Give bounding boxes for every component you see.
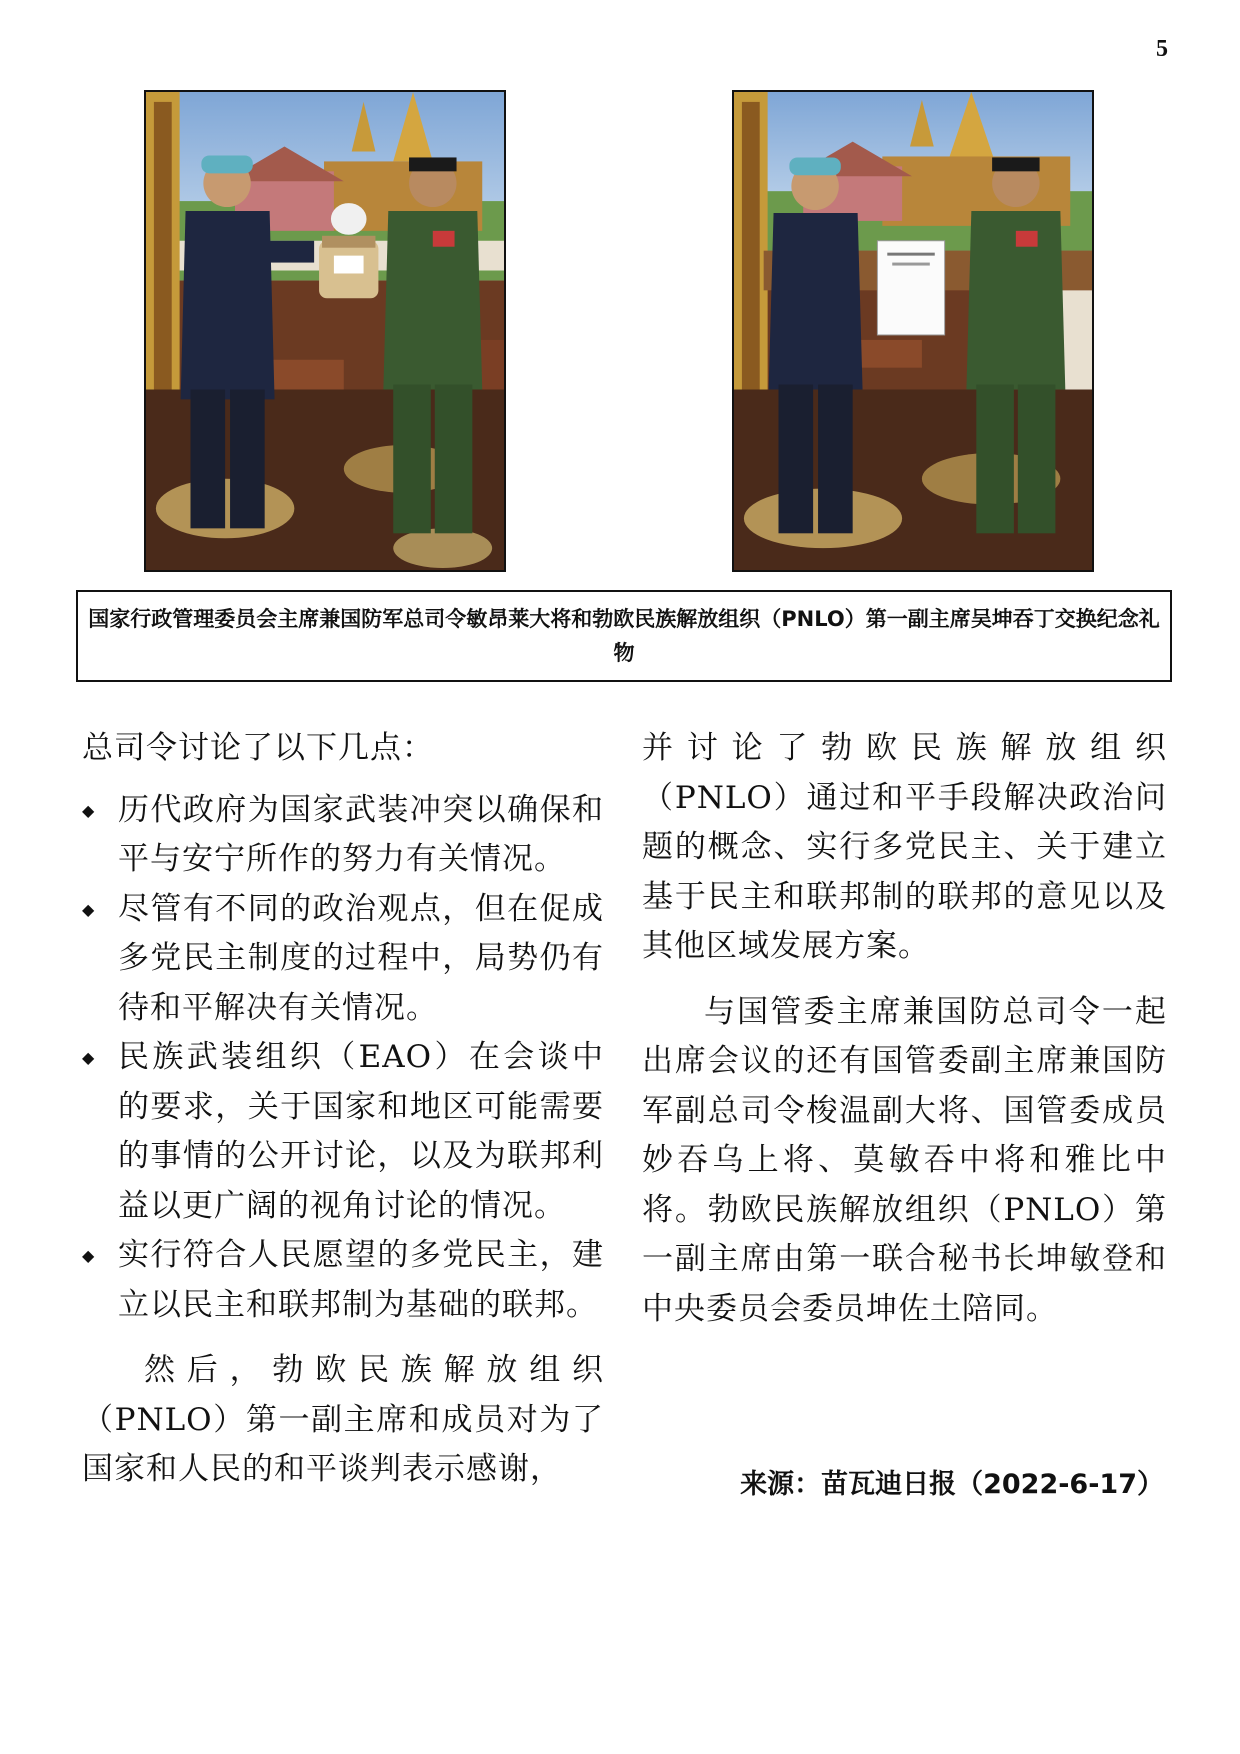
photo-caption: 国家行政管理委员会主席兼国防军总司令敏昂莱大将和勃欧民族解放组织（PNLO）第一副主席吴坤吞丁交换纪念礼物 [76, 590, 1172, 682]
list-item: ◆ 尽管有不同的政治观点，但在促成多党民主制度的过程中，局势仍有待和平解决有关情况。 [82, 885, 604, 1034]
left-column [82, 724, 604, 1495]
photo-gift-basket-exchange [144, 90, 506, 572]
attendees-paragraph: 与国管委主席兼国防总司令一起出席会议的还有国管委副主席兼国防军副总司令梭温副大将、国管委成员妙吞乌上将、莫敏吞中将和雅比中将。勃欧民族解放组织（PNLO）第一副主席由第一联合秘书长坤敏登和中央委员会委员坤佐土陪同。 [642, 993, 1167, 1327]
continued-paragraph: 并讨论了勃欧民族解放组织（PNLO）通过和平手段解决政治问题的概念、实行多党民主、关于建立基于民主和联邦制的联邦的意见以及其他区域发展方案。 [642, 730, 1167, 964]
closing-paragraph: 然后，勃欧民族解放组织（PNLO）第一副主席和成员对为了国家和人民的和平谈判表示感谢， [82, 1352, 604, 1487]
source-citation: 来源：苗瓦迪日报（2022-6-17） [740, 1469, 1164, 1500]
diamond-bullet-icon: ◆ [82, 1048, 96, 1067]
list-item: ◆ 民族武装组织（EAO）在会谈中的要求，关于国家和地区可能需要的事情的公开讨论，以及为联邦利益以更广阔的视角讨论的情况。 [82, 1033, 604, 1231]
page-number: 5 [1156, 36, 1168, 62]
diamond-bullet-icon: ◆ [82, 800, 96, 820]
list-item: ◆ 历代政府为国家武装冲突以确保和平与安宁所作的努力有关情况。 [82, 786, 604, 885]
right-column [642, 724, 1167, 1334]
discussion-points-list [82, 786, 604, 1331]
diamond-bullet-icon: ◆ [82, 899, 96, 919]
diamond-bullet-icon: ◆ [82, 1246, 96, 1265]
photo-document-exchange [732, 90, 1094, 572]
discussion-intro: 总司令讨论了以下几点： [82, 730, 434, 766]
list-item: ◆ 实行符合人民愿望的多党民主，建立以民主和联邦制为基础的联邦。 [82, 1231, 604, 1330]
